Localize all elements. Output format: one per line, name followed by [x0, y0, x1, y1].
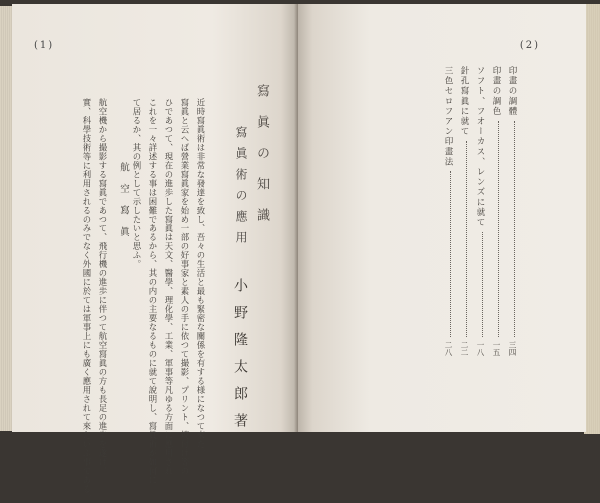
toc-entry	[458, 66, 470, 356]
body-line: 實、科學技術等に利用されるのみでなく外國に於ては軍事上にも廣く應用されて來たいふ事である。	[82, 98, 92, 503]
body-paragraph	[145, 98, 160, 485]
toc-leader	[498, 121, 499, 338]
page-number-left: (1)	[34, 40, 55, 51]
toc-leader	[466, 141, 467, 337]
body-line: 寫眞と云へば營業寫眞家を始め一部の好事家と素人の手に依つて撮影、プリント、焼付け等の	[180, 98, 190, 476]
toc-leader	[514, 121, 515, 338]
body-paragraph	[129, 98, 144, 338]
toc-entry-label: 印畫の調色	[491, 66, 501, 117]
toc-entry-page: 一五	[492, 341, 501, 356]
body-paragraph	[177, 98, 192, 476]
body-paragraph	[193, 98, 208, 458]
sub-heading: 航空寫眞	[118, 162, 129, 248]
section-heading: 寫眞術の應用	[234, 126, 248, 252]
body-line: 航空機から撮影する寫眞であつて、飛行機の進歩に伴つて航空寫眞の方も長足の進歩を遂げ、	[98, 98, 108, 476]
body-paragraph-2	[79, 98, 94, 503]
toc-entry-label: 三色セロフアン印畫法	[443, 66, 453, 167]
body-paragraph-2	[95, 98, 110, 476]
body-line: て居るか、其の例として示したいと思ふ。	[132, 98, 142, 269]
toc-entry	[474, 66, 486, 356]
body-line: 近時寫眞術は非常な發達を致し、吾々の生活と最も緊密な關係を有する様になつて來た。	[196, 98, 206, 458]
toc-entry-label: 針孔寫眞に就て	[459, 66, 469, 137]
body-line: これを一々詳述する事は困難であるから、其の内の主要なるものに就て說明し、寫眞術が如何に	[148, 98, 158, 485]
toc-entry	[442, 66, 454, 356]
page-number-right: (2)	[519, 40, 540, 51]
toc-entry-page: 一八	[476, 341, 485, 356]
toc-entry-label: ソフト、フオーカス、レンズに就て	[475, 66, 485, 228]
toc-leader	[450, 171, 451, 337]
toc-leader	[482, 232, 483, 337]
body-paragraph	[161, 98, 176, 476]
right-page	[298, 4, 586, 432]
toc-entry-label: 印畫の調體	[507, 66, 517, 117]
book-title: 寫眞の知識	[254, 84, 269, 239]
right-page-stack-edge	[584, 4, 600, 434]
toc-entry	[506, 66, 518, 356]
toc-entry-page: 二八	[444, 341, 453, 356]
toc-entry	[490, 66, 502, 356]
body-line: ひであつて、現在の進歩した寫眞は天文、醫學、理化學、工業、軍事等凡ゆる方面に應用され	[164, 98, 174, 476]
book-author: 小野隆太郎著	[232, 278, 248, 440]
toc-entry-page: 二二	[460, 341, 469, 356]
toc-entry-page: 三四	[508, 341, 517, 356]
